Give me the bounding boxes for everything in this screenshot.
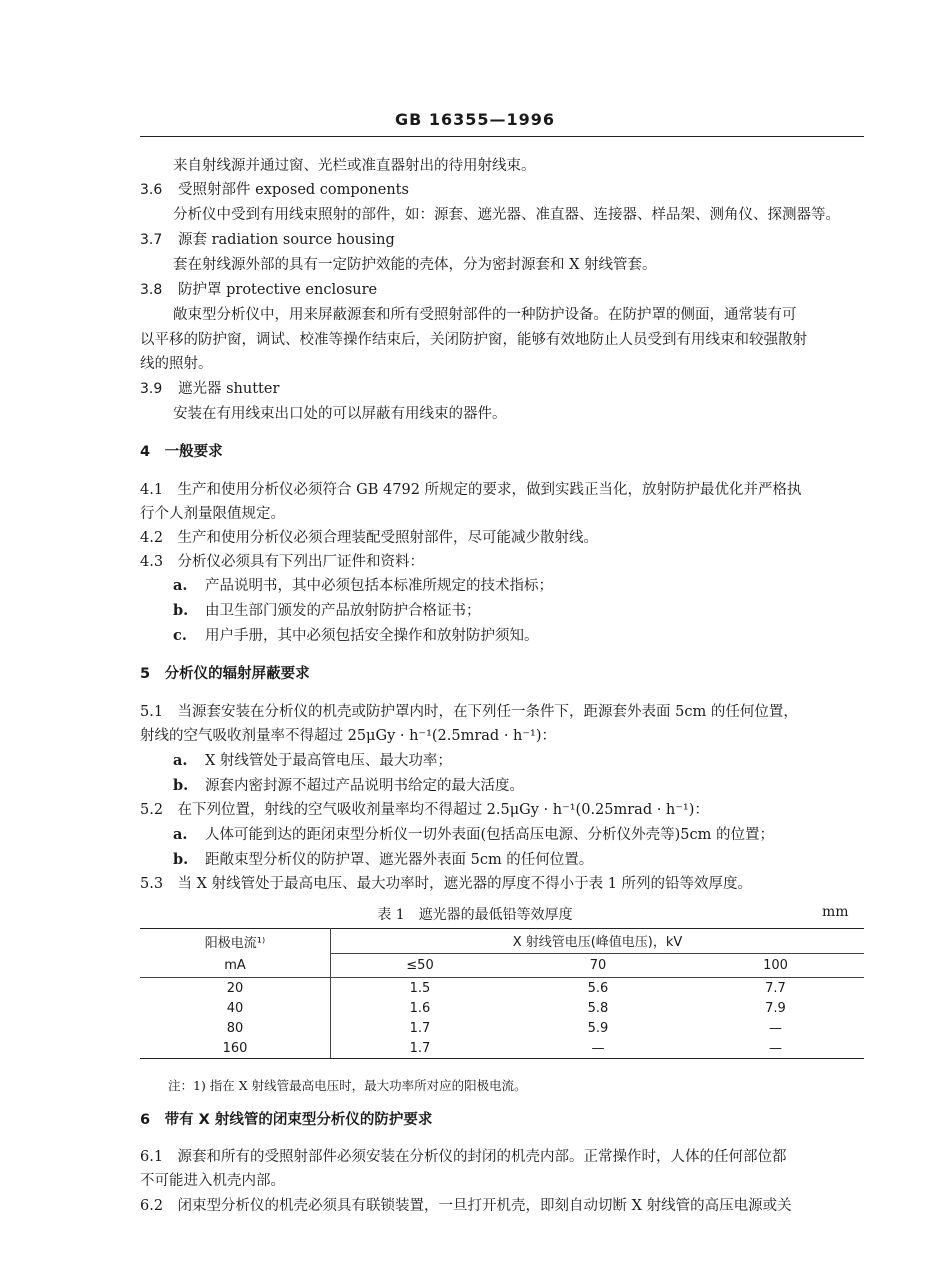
- clause-3-8-body: 以平移的防护窗，调试、校准等操作结束后，关闭防护窗，能够有效地防止人员受到有用线束和较强散射: [140, 332, 807, 348]
- table-row: [140, 998, 864, 1018]
- clause-4-2: 4.2 生产和使用分析仪必须合理装配受照射部件，尽可能减少散射线。: [140, 530, 599, 546]
- clause-3-9-body: 安装在有用线束出口处的可以屏蔽有用线束的器件。: [173, 406, 507, 422]
- column-header: ≤50: [331, 953, 510, 978]
- lead-equivalent-table: [140, 928, 864, 1059]
- column-group-header: X 射线管电压(峰值电压)，kV: [331, 929, 865, 954]
- clause-4-3: 4.3 分析仪必须具有下列出厂证件和资料：: [140, 554, 425, 570]
- header-rule: [140, 136, 864, 137]
- row-header: 阳极电流¹⁾: [140, 929, 331, 954]
- text-line: 来自射线源并通过窗、光栏或准直器射出的待用射线束。: [173, 158, 536, 174]
- table-row: [140, 1038, 864, 1059]
- table-cell: 80: [140, 1018, 331, 1038]
- list-item: a. 产品说明书，其中必须包括本标准所规定的技术指标；: [173, 577, 553, 594]
- clause-3-7-body: 套在射线源外部的具有一定防护效能的壳体，分为密封源套和 X 射线管套。: [173, 257, 657, 273]
- list-item: c. 用户手册，其中必须包括安全操作和放射防护须知。: [173, 627, 539, 644]
- section-4-heading: 4 一般要求: [140, 444, 223, 460]
- section-5-heading: 5 分析仪的辐射屏蔽要求: [140, 666, 310, 682]
- table-cell: 1.7: [331, 1038, 510, 1059]
- clause-3-8-body: 敞束型分析仪中，用来屏蔽源套和所有受照射部件的一种防护设备。在防护罩的侧面，通常装有可: [173, 307, 797, 323]
- clause-3-8-title: 3.8 防护罩 protective enclosure: [140, 282, 378, 298]
- clause-4-1: 4.1 生产和使用分析仪必须符合 GB 4792 所规定的要求，做到实践正当化，放射防护最优化并严格执: [140, 482, 802, 498]
- page-header: GB 16355—1996: [394, 110, 556, 129]
- list-item: b. 由卫生部门颁发的产品放射防护合格证书；: [173, 602, 481, 619]
- table-cell: 160: [140, 1038, 331, 1059]
- table-caption: 表 1 遮光器的最低铅等效厚度: [377, 907, 573, 923]
- clause-3-7-title: 3.7 源套 radiation source housing: [140, 232, 395, 248]
- clause-5-1: 射线的空气吸收剂量率不得超过 25μGy · h⁻¹(2.5mrad · h⁻¹)：: [140, 728, 557, 744]
- table-cell: 7.7: [765, 980, 786, 996]
- row-header-unit: mA: [140, 953, 331, 978]
- table-cell: 1.7: [409, 1020, 431, 1036]
- table-cell: 5.8: [587, 1000, 609, 1016]
- table-cell: 40: [140, 998, 331, 1018]
- clause-3-8-body: 线的照射。: [140, 356, 213, 372]
- table-cell: 5.9: [587, 1020, 609, 1036]
- table-unit: mm: [822, 904, 849, 920]
- column-header: 70: [509, 953, 687, 978]
- table-cell: 20: [140, 978, 331, 999]
- clause-3-6-body: 分析仪中受到有用线束照射的部件，如：源套、遮光器、准直器、连接器、样品架、测角仪、探测器等。: [173, 207, 840, 223]
- clause-6-2: 6.2 闭束型分析仪的机壳必须具有联锁装置，一旦打开机壳，即刻自动切断 X 射线管的高压电源或关: [140, 1198, 792, 1214]
- table-cell: 1.6: [409, 1000, 431, 1016]
- table-row: [140, 978, 864, 999]
- table-row: [140, 1018, 864, 1038]
- clause-5-2: 5.2 在下列位置，射线的空气吸收剂量率均不得超过 2.5μGy · h⁻¹(0.25mrad · h⁻¹)：: [140, 802, 709, 818]
- table-cell: —: [509, 1038, 687, 1059]
- list-item: a. X 射线管处于最高管电压、最大功率；: [173, 752, 452, 769]
- clause-3-6-title: 3.6 受照射部件 exposed components: [140, 182, 409, 198]
- clause-6-1: 不可能进入机壳内部。: [140, 1173, 285, 1189]
- list-item: b. 源套内密封源不超过产品说明书给定的最大活度。: [173, 777, 524, 794]
- table-cell: 5.6: [587, 980, 609, 996]
- clause-5-3: 5.3 当 X 射线管处于最高电压、最大功率时，遮光器的厚度不得小于表 1 所列的铅等效厚度。: [140, 876, 753, 892]
- clause-6-1: 6.1 源套和所有的受照射部件必须安装在分析仪的封闭的机壳内部。正常操作时，人体的任何部位都: [140, 1149, 787, 1165]
- table-cell: —: [769, 1020, 782, 1036]
- clause-3-9-title: 3.9 遮光器 shutter: [140, 381, 280, 397]
- list-item: a. 人体可能到达的距闭束型分析仪一切外表面(包括高压电源、分析仪外壳等)5cm 的位置；: [173, 826, 775, 843]
- list-item: b. 距敞束型分析仪的防护罩、遮光器外表面 5cm 的任何位置。: [173, 851, 594, 868]
- table-cell: 7.9: [765, 1000, 786, 1016]
- column-header: 100: [687, 953, 864, 978]
- clause-5-1: 5.1 当源套安装在分析仪的机壳或防护罩内时，在下列任一条件下，距源套外表面 5cm 的任何位置，: [140, 704, 798, 720]
- table-cell: 1.5: [409, 980, 431, 996]
- table-cell: —: [687, 1038, 864, 1059]
- clause-4-1: 行个人剂量限值规定。: [140, 506, 285, 522]
- table-note: 注：1) 指在 X 射线管最高电压时，最大功率所对应的阳极电流。: [168, 1078, 527, 1093]
- section-6-heading: 6 带有 X 射线管的闭束型分析仪的防护要求: [140, 1112, 433, 1128]
